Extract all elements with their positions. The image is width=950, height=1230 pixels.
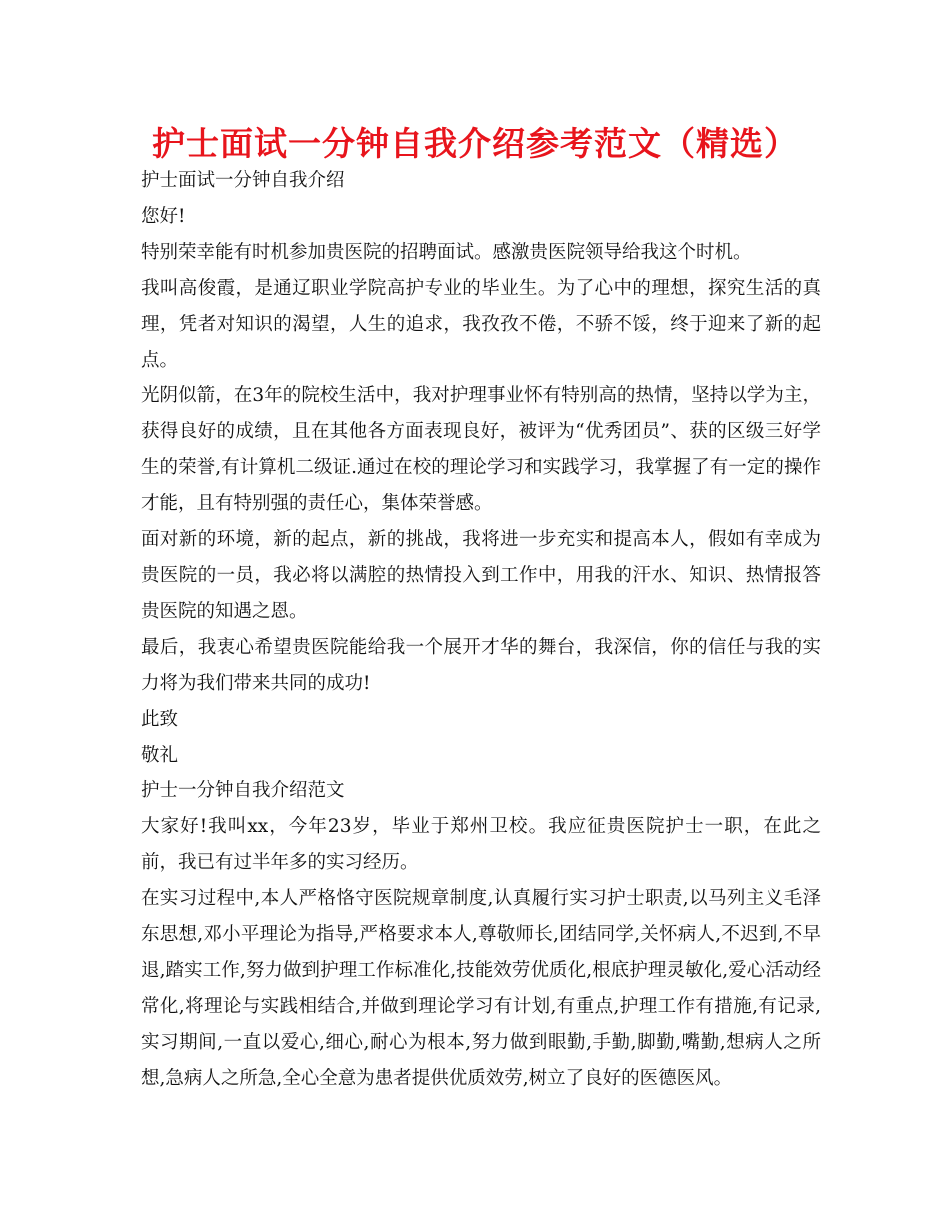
paragraph: 特别荣幸能有时机参加贵医院的招聘面试。感激贵医院领导给我这个时机。 <box>141 241 752 263</box>
paragraph: 光阴似箭，在3年的院校生活中，我对护理事业怀有特别高的热情，坚持以学为主，获得良好的成绩，且在其他各方面表现良好，被评为“优秀团员”、获的区级三好学生的荣誉,有计算机二级证.通过在校的理论学习和实践学习，我掌握了有一定的操作才能，且有特别强的责任心，集体荣誉感。 <box>141 385 821 515</box>
document-body <box>141 163 821 1097</box>
paragraph-closing: 此致 <box>141 708 179 730</box>
paragraph-salute: 敬礼 <box>141 744 179 766</box>
paragraph: 面对新的环境，新的起点，新的挑战，我将进一步充实和提高本人，假如有幸成为贵医院的一员，我必将以满腔的热情投入到工作中，用我的汗水、知识、热情报答贵医院的知遇之恩。 <box>141 529 821 622</box>
paragraph: 大家好!我叫xx，今年23岁，毕业于郑州卫校。我应征贵医院护士一职，在此之前，我已有过半年多的实习经历。 <box>141 816 821 874</box>
paragraph-heading-2: 护士一分钟自我介绍范文 <box>141 780 345 802</box>
document-title: 护士面试一分钟自我介绍参考范文（精选） <box>152 124 798 163</box>
paragraph-greeting: 您好! <box>141 205 186 227</box>
paragraph: 最后，我衷心希望贵医院能给我一个展开才华的舞台，我深信，你的信任与我的实力将为我们带来共同的成功! <box>141 636 821 694</box>
paragraph: 在实习过程中,本人严格恪守医院规章制度,认真履行实习护士职责,以马列主义毛泽东思想,邓小平理论为指导,严格要求本人,尊敬师长,团结同学,关怀病人,不迟到,不早退,踏实工作,努力做到护理工作标准化,技能效劳优质化,根底护理灵敏化,爱心活动经常化,将理论与实践相结合,并做到理论学习有计划,有重点,护理工作有措施,有记录,实习期间,一直以爱心,细心,耐心为根本,努力做到眼勤,手勤,脚勤,嘴勤,想病人之所想,急病人之所急,全心全意为患者提供优质效劳,树立了良好的医德医风。 <box>141 888 821 1089</box>
paragraph-heading-1: 护士面试一分钟自我介绍 <box>141 170 345 191</box>
paragraph: 我叫高俊霞，是通辽职业学院高护专业的毕业生。为了心中的理想，探究生活的真理，凭者对知识的渴望，人生的追求，我孜孜不倦，不骄不馁，终于迎来了新的起点。 <box>141 277 821 371</box>
